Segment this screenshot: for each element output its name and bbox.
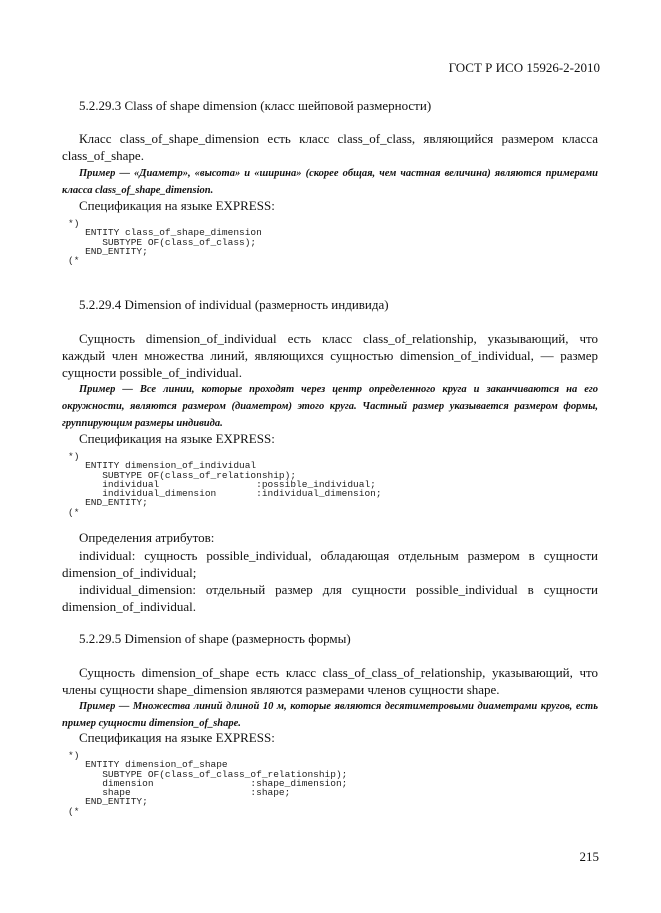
section-body-dimension-of-individual: Сущность dimension_of_individual есть класс class_of_relationship, указывающий, что каждый член множества линий, являющихся сущностью dimension_of_individual, — размер сущности possible_of_individual.	[62, 331, 598, 380]
example-dimension-of-individual: Пример — Все линии, которые проходят через центр определенного круга и заканчиваются на его окружности, являются размером (диаметром) этого круга. Частный размер указывается размером формы, группирующим размеры индивида.	[62, 384, 598, 429]
express-code-class-of-shape-dimension: *) ENTITY class_of_shape_dimension SUBTYPE OF(class_of_class); END_ENTITY; (*	[68, 218, 262, 267]
section-title-dimension-of-shape: 5.2.29.5 Dimension of shape (размерность формы)	[79, 631, 351, 646]
standard-header: ГОСТ Р ИСО 15926-2-2010	[448, 60, 600, 75]
example-dimension-of-shape: Пример — Множества линий длиной 10 м, которые являются десятиметровыми диаметрами кругов, есть пример сущности dimension_of_shape.	[62, 701, 598, 729]
express-spec-label: Спецификация на языке EXPRESS:	[79, 198, 275, 213]
express-code-dimension-of-individual: *) ENTITY dimension_of_individual SUBTYPE OF(class_of_relationship); individual :possible_individual; individual_dimension :individual_dimension; END_ENTITY; (*	[68, 451, 382, 518]
attribute-definitions-title: Определения атрибутов:	[79, 530, 215, 545]
express-code-dimension-of-shape: *) ENTITY dimension_of_shape SUBTYPE OF(class_of_class_of_relationship); dimension :shape_dimension; shape :shape; END_ENTITY; (*	[68, 750, 348, 817]
section-title-dimension-of-individual: 5.2.29.4 Dimension of individual (размерность индивида)	[79, 297, 389, 312]
section-body-class-of-shape-dimension: Класс class_of_shape_dimension есть класс class_of_class, являющийся размером класса class_of_shape.	[62, 131, 598, 163]
section-title-class-of-shape-dimension: 5.2.29.3 Class of shape dimension (класс шейповой размерности)	[79, 98, 432, 113]
example-class-of-shape-dimension: Пример — «Диаметр», «высота» и «ширина» (скорее общая, чем частная величина) являются примерами класса class_of_shape_dimension.	[62, 168, 598, 196]
express-spec-label: Спецификация на языке EXPRESS:	[79, 730, 275, 745]
section-body-dimension-of-shape: Сущность dimension_of_shape есть класс class_of_class_of_relationship, указывающий, что члены сущности shape_dimension являются размерами членов сущности shape.	[62, 665, 598, 697]
express-spec-label: Спецификация на языке EXPRESS:	[79, 431, 275, 446]
attribute-definition-individual-dimension: individual_dimension: отдельный размер для сущности possible_individual в сущности dimension_of_individual.	[62, 582, 598, 614]
attribute-definition-individual: individual: сущность possible_individual, обладающая отдельным размером в сущности dimension_of_individual;	[62, 548, 598, 580]
page-number: 215	[579, 849, 599, 864]
